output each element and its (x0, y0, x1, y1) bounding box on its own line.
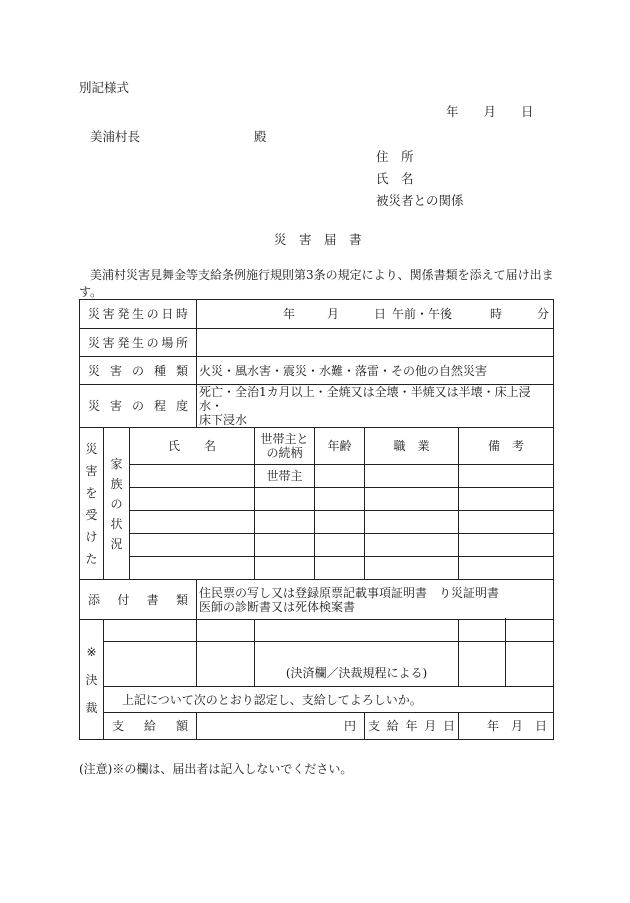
decision-stamp-row (80, 642, 554, 687)
type-options[interactable]: 火災・風水害・震災・水難・落雷・その他の自然災害 (197, 357, 554, 385)
family-note-cell[interactable] (459, 465, 554, 488)
family-age-cell[interactable] (315, 534, 365, 557)
type-label: 災害の種類 (80, 357, 197, 385)
family-job-cell[interactable] (365, 465, 459, 488)
amount-label: 支 給 額 (104, 713, 197, 740)
dt-ampm: 午前・午後 (392, 307, 453, 321)
family-relation-cell[interactable] (255, 511, 315, 534)
date-line: 年 月 日 (446, 104, 534, 119)
family-age-cell[interactable] (315, 488, 365, 511)
stamp-cell[interactable] (197, 642, 255, 687)
attachments-list: 住民票の写し又は登録原票記載事項証明書 り災証明書 医師の診断書又は死体検案書 (197, 580, 554, 620)
disaster-report-table (79, 299, 554, 740)
relation-label: 被災者との関係 (376, 193, 464, 208)
col-header-name: 氏 名 (130, 428, 255, 465)
family-job-cell[interactable] (365, 511, 459, 534)
honorific: 殿 (254, 129, 267, 144)
degree-line1: 死亡・全治1カ月以上・全焼又は全壊・半焼又は半壊・床上浸水・ (199, 385, 531, 413)
family-name-cell[interactable] (130, 488, 255, 511)
family-relation-cell[interactable] (255, 488, 315, 511)
amount-field[interactable] (197, 713, 365, 740)
intro-text-line1: 美浦村災害見舞金等支給条例施行規則第3条の規定により、関係書類を添えて届け出ま (90, 268, 554, 282)
dt-hour: 時 (490, 307, 503, 321)
family-note-cell[interactable] (459, 534, 554, 557)
row-place (80, 329, 554, 357)
col-header-job: 職 業 (365, 428, 459, 465)
family-note-cell[interactable] (459, 488, 554, 511)
pay-date-label: 支給年月日 (365, 713, 459, 740)
family-age-cell[interactable] (315, 465, 365, 488)
row-type (80, 357, 554, 385)
col-header-age: 年齢 (315, 428, 365, 465)
addressee: 美浦村長 (90, 129, 141, 144)
family-name-cell[interactable] (130, 534, 255, 557)
family-side-label-inner: 家 族 の 状 況 (104, 428, 130, 580)
family-name-cell[interactable] (130, 465, 255, 488)
dt-day: 日 (374, 307, 387, 321)
name-label: 氏 名 (376, 171, 414, 186)
table-row (80, 557, 554, 580)
family-age-cell[interactable] (315, 557, 365, 580)
decision-rule-note: (決済欄／決裁規程による) (255, 642, 459, 687)
datetime-field[interactable] (197, 300, 554, 329)
degree-line2: 床下浸水 (199, 413, 248, 427)
degree-options[interactable] (197, 385, 554, 428)
table-row (80, 511, 554, 534)
stamp-cell[interactable] (104, 620, 197, 642)
family-relation-cell[interactable] (255, 534, 315, 557)
occurred-place-label: 災害発生の場所 (80, 329, 197, 357)
col-header-relation: 世帯主と の続柄 (255, 428, 315, 465)
stamp-cell[interactable] (459, 642, 554, 687)
form-label: 別記様式 (79, 80, 130, 95)
family-relation-cell[interactable]: 世帯主 (255, 465, 315, 488)
address-label: 住 所 (376, 149, 414, 164)
pay-date-field[interactable]: 年 月 日 (459, 713, 554, 740)
family-name-cell[interactable] (130, 557, 255, 580)
stamp-cell[interactable] (459, 620, 554, 642)
stamp-cell[interactable] (197, 620, 255, 642)
decision-side-label: ※ 決 裁 (80, 620, 104, 740)
row-datetime (80, 300, 554, 329)
dt-month: 月 (327, 307, 340, 321)
yen-unit: 円 (343, 719, 356, 733)
family-job-cell[interactable] (365, 557, 459, 580)
footnote: (注意)※の欄は、届出者は記入しないでください。 (79, 762, 353, 776)
degree-label: 災害の程度 (80, 385, 197, 428)
family-age-cell[interactable] (315, 511, 365, 534)
row-degree (80, 385, 554, 428)
attachments-label: 添付書類 (80, 580, 197, 620)
stamp-cell[interactable] (104, 642, 197, 687)
table-row (80, 534, 554, 557)
family-note-cell[interactable] (459, 557, 554, 580)
dt-year: 年 (283, 307, 296, 321)
table-row (80, 488, 554, 511)
approval-text: 上記について次のとおり認定し、支給してよろしいか。 (104, 687, 554, 713)
dt-minute: 分 (537, 307, 550, 321)
table-row (80, 465, 554, 488)
col-header-note: 備 考 (459, 428, 554, 465)
family-relation-cell[interactable] (255, 557, 315, 580)
page-title: 災 害 届 書 (274, 232, 362, 247)
family-note-cell[interactable] (459, 511, 554, 534)
place-field[interactable] (197, 329, 554, 357)
family-job-cell[interactable] (365, 534, 459, 557)
row-attachments (80, 580, 554, 620)
intro-text-line2: す。 (79, 285, 103, 299)
family-side-label-outer: 災 害 を 受 け た (80, 428, 104, 580)
family-job-cell[interactable] (365, 488, 459, 511)
family-name-cell[interactable] (130, 511, 255, 534)
stamp-cell[interactable] (255, 620, 459, 642)
family-header-row (80, 428, 554, 465)
occurred-datetime-label: 災害発生の日時 (80, 300, 197, 329)
payment-row (80, 713, 554, 740)
decision-stamp-header-row (80, 620, 554, 642)
approval-row (80, 687, 554, 713)
stamp-divider (505, 618, 506, 686)
